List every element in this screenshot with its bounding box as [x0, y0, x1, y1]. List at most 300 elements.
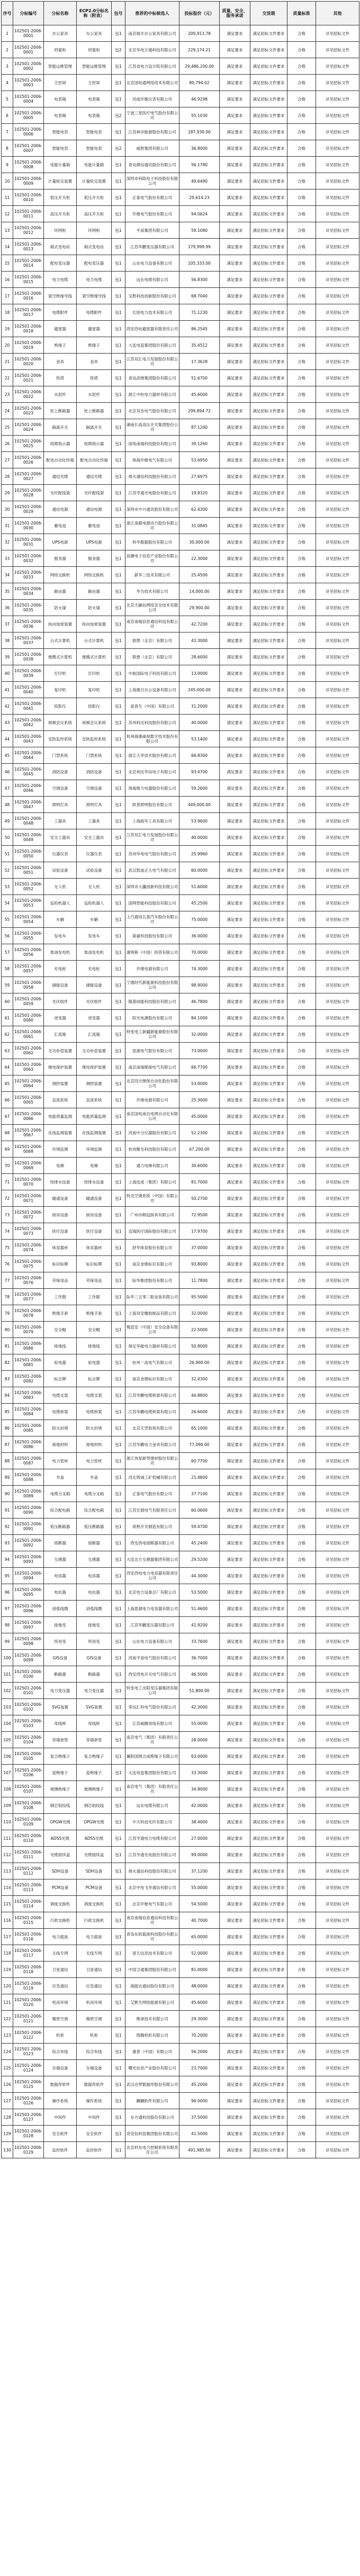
- table-cell: 纵向加密装置: [44, 616, 77, 632]
- table-cell: 满足招标文件要求: [250, 862, 287, 879]
- table-cell: 合格: [287, 370, 316, 386]
- table-cell: 打印机: [44, 665, 77, 682]
- table-cell: 通力电梯有限公司: [125, 1158, 179, 1174]
- table-cell: 医疗设备: [44, 1223, 77, 1240]
- table-cell: 电容器: [44, 1568, 77, 1584]
- table-row: [2, 895, 359, 911]
- table-cell: 合格: [287, 1289, 316, 1305]
- table-cell: 满足招标文件要求: [250, 1010, 287, 1026]
- table-cell: 档案柜: [77, 42, 112, 58]
- table-cell: 继电保护装置: [77, 1059, 112, 1075]
- table-cell: 包1: [112, 862, 125, 879]
- table-cell: 详见招标文件: [316, 1158, 359, 1174]
- table-cell: 详见招标文件: [316, 1617, 359, 1633]
- table-row: [2, 698, 359, 715]
- table-cell: 青岛鼎信通讯股份有限公司: [125, 157, 179, 173]
- table-cell: 18: [2, 304, 13, 321]
- table-cell: 102501-2006-0066: [13, 1108, 44, 1125]
- table-body: [2, 25, 359, 2158]
- table-cell: 102501-2006-0061: [13, 1026, 44, 1043]
- column-header: 包号: [112, 2, 125, 25]
- table-cell: 河南许继仪表有限公司: [125, 91, 179, 107]
- table-cell: 满足招标文件要求: [250, 337, 287, 354]
- table-cell: 合格: [287, 1732, 316, 1748]
- table-cell: 合格: [287, 436, 316, 452]
- table-cell: 满足要求: [220, 1207, 250, 1223]
- table-cell: 满足招标文件要求: [250, 173, 287, 189]
- table-cell: 满足招标文件要求: [250, 632, 287, 649]
- table-cell: 电缆附件: [77, 304, 112, 321]
- table-cell: 合格: [287, 1797, 316, 1814]
- table-cell: 83: [2, 1371, 13, 1387]
- table-cell: 包1: [112, 550, 125, 567]
- table-cell: 视频会议系统: [77, 715, 112, 731]
- table-cell: 办公家具: [77, 25, 112, 42]
- table-cell: 包1: [112, 2093, 125, 2109]
- table-cell: 满足招标文件要求: [250, 879, 287, 895]
- table-cell: 满足要求: [220, 2142, 250, 2158]
- table-cell: 配电变压器: [44, 255, 77, 272]
- table-row: [2, 1715, 359, 1732]
- table-cell: 73.0000: [179, 1043, 220, 1059]
- table-cell: 详见招标文件: [316, 25, 359, 42]
- table-row: [2, 1043, 359, 1059]
- table-cell: 继电保护装置: [44, 1059, 77, 1075]
- table-cell: 安全软件: [44, 2126, 77, 2142]
- table-cell: 满足招标文件要求: [250, 140, 287, 157]
- table-cell: 满足招标文件要求: [250, 797, 287, 813]
- table-cell: 详见招标文件: [316, 1896, 359, 1912]
- table-cell: 209,913.78: [179, 25, 220, 42]
- table-cell: 121: [2, 1994, 13, 2011]
- table-cell: 满足要求: [220, 157, 250, 173]
- table-cell: 满足招标文件要求: [250, 895, 287, 911]
- table-cell: 包1: [112, 1223, 125, 1240]
- table-cell: 合格: [287, 1879, 316, 1896]
- table-cell: 详见招标文件: [316, 419, 359, 436]
- table-cell: 标识标牌: [77, 1256, 112, 1272]
- table-cell: 调度交换机: [77, 1896, 112, 1912]
- table-cell: 发电车: [44, 928, 77, 944]
- table-cell: 详见招标文件: [316, 1092, 359, 1108]
- table-cell: OPGW光缆: [44, 1814, 77, 1830]
- table-row: [2, 715, 359, 731]
- table-cell: 42.7200: [179, 616, 220, 632]
- table-cell: 环境监测: [77, 1141, 112, 1158]
- table-cell: 满足招标文件要求: [250, 1994, 287, 2011]
- table-cell: 隔离开关: [44, 419, 77, 436]
- table-cell: 99: [2, 1633, 13, 1650]
- table-cell: 断路器: [44, 1666, 77, 1683]
- table-cell: 合格: [287, 304, 316, 321]
- table-cell: 详见招标文件: [316, 1912, 359, 1929]
- table-cell: 包1: [112, 1978, 125, 1994]
- table-cell: 102501-2006-0036: [13, 616, 44, 632]
- table-cell: 应急通信: [44, 1978, 77, 1994]
- table-cell: 满足要求: [220, 1732, 250, 1748]
- table-cell: 详见招标文件: [316, 764, 359, 780]
- table-cell: 100: [2, 1650, 13, 1666]
- table-cell: 详见招标文件: [316, 124, 359, 140]
- table-cell: 行政交换机: [77, 1912, 112, 1929]
- table-cell: 满足要求: [220, 501, 250, 518]
- table-row: [2, 616, 359, 632]
- table-cell: 106: [2, 1748, 13, 1765]
- table-cell: 60.7700: [179, 1453, 220, 1469]
- table-cell: 合格: [287, 797, 316, 813]
- table-row: [2, 386, 359, 403]
- table-cell: 熔断器: [77, 1535, 112, 1551]
- table-row: [2, 1436, 359, 1453]
- table-cell: 49: [2, 813, 13, 829]
- table-cell: 详见招标文件: [316, 1026, 359, 1043]
- table-cell: 满足要求: [220, 1830, 250, 1847]
- table-cell: 满足要求: [220, 1617, 250, 1633]
- table-row: [2, 1633, 359, 1650]
- table-row: [2, 1994, 359, 2011]
- table-cell: 包1: [112, 1207, 125, 1223]
- table-cell: 平高集团有限公司: [125, 222, 179, 239]
- table-cell: 35: [2, 583, 13, 600]
- table-cell: 满足招标文件要求: [250, 583, 287, 600]
- table-cell: 详见招标文件: [316, 1387, 359, 1404]
- table-row: [2, 1781, 359, 1797]
- table-cell: 包1: [112, 1075, 125, 1092]
- table-cell: 台式计算机: [44, 632, 77, 649]
- table-cell: 消防设备: [77, 764, 112, 780]
- table-cell: 详见招标文件: [316, 1338, 359, 1354]
- table-cell: 满足要求: [220, 1683, 250, 1699]
- table-row: [2, 1158, 359, 1174]
- table-cell: 102501-2006-0030: [13, 518, 44, 534]
- table-cell: 标识标牌: [44, 1256, 77, 1272]
- table-row: [2, 2126, 359, 2142]
- table-row: [2, 1125, 359, 1141]
- table-cell: 102501-2006-0032: [13, 550, 44, 567]
- table-cell: 102501-2006-0078: [13, 1305, 44, 1322]
- table-cell: 满足招标文件要求: [250, 764, 287, 780]
- table-cell: 包1: [112, 1305, 125, 1322]
- table-cell: 在线监测装置: [77, 1125, 112, 1141]
- table-cell: 电缆支架: [44, 1387, 77, 1404]
- table-cell: 60: [2, 993, 13, 1010]
- table-cell: 宝胜科技创新股份有限公司: [125, 288, 179, 304]
- table-cell: 合格: [287, 107, 316, 124]
- table-cell: 56.8300: [179, 272, 220, 288]
- table-cell: 烽火通信科技股份有限公司: [125, 1863, 179, 1879]
- table-cell: 包1: [112, 1929, 125, 1945]
- table-cell: 中天科技光纤有限公司: [125, 1814, 179, 1830]
- table-cell: 山东电力设备有限公司: [125, 255, 179, 272]
- table-cell: 102501-2006-0034: [13, 583, 44, 600]
- table-cell: 上海震旦办公设备有限公司: [125, 682, 179, 698]
- table-cell: 满足要求: [220, 961, 250, 977]
- table-cell: 详见招标文件: [316, 1797, 359, 1814]
- table-row: [2, 239, 359, 255]
- table-cell: 46.5000: [179, 1666, 220, 1683]
- table-cell: 满足招标文件要求: [250, 436, 287, 452]
- table-cell: 合格: [287, 1502, 316, 1519]
- table-cell: 满足招标文件要求: [250, 1338, 287, 1354]
- table-cell: 80,794.02: [179, 75, 220, 91]
- table-cell: 配电变压器: [77, 255, 112, 272]
- table-cell: 37.0000: [179, 1240, 220, 1256]
- table-cell: 详见招标文件: [316, 1732, 359, 1748]
- table-cell: 测控装置: [77, 1075, 112, 1092]
- table-cell: 38: [2, 632, 13, 649]
- table-cell: 满足招标文件要求: [250, 731, 287, 747]
- table-row: [2, 2093, 359, 2109]
- table-cell: 102501-2006-0059: [13, 993, 44, 1010]
- table-row: [2, 173, 359, 189]
- table-cell: 详见招标文件: [316, 42, 359, 58]
- table-cell: 上海思源电力电容器有限公司: [125, 1601, 179, 1617]
- table-cell: 详见招标文件: [316, 1994, 359, 2011]
- table-cell: 55: [2, 911, 13, 928]
- table-cell: 45: [2, 747, 13, 764]
- table-cell: 满足要求: [220, 140, 250, 157]
- table-cell: 合格: [287, 337, 316, 354]
- table-cell: 满足要求: [220, 1896, 250, 1912]
- table-cell: 绝缘手套: [77, 1305, 112, 1322]
- table-cell: 102501-2006-0113: [13, 1879, 44, 1896]
- table-cell: 26,900.00: [179, 1354, 220, 1371]
- table-cell: 满足要求: [220, 616, 250, 632]
- table-cell: 详见招标文件: [316, 829, 359, 846]
- table-cell: 54: [2, 895, 13, 911]
- table-cell: 229,174.21: [179, 42, 220, 58]
- table-cell: 西安西电避雷器有限责任公司: [125, 321, 179, 337]
- table-cell: 合格: [287, 1108, 316, 1125]
- table-cell: 包1: [112, 698, 125, 715]
- table-cell: 蓄电池: [44, 518, 77, 534]
- table-cell: 巡检机器人: [44, 895, 77, 911]
- table-cell: 包1: [112, 1814, 125, 1830]
- table-cell: 瓷绝缘子: [77, 1765, 112, 1781]
- table-cell: 3: [2, 58, 13, 75]
- table-cell: 浪潮电子信息产业股份有限公司: [125, 550, 179, 567]
- table-cell: 充电桩: [77, 961, 112, 977]
- table-row: [2, 2044, 359, 2060]
- table-row: [2, 1059, 359, 1075]
- table-cell: 合格: [287, 1617, 316, 1633]
- table-cell: 无功补偿装置: [77, 1043, 112, 1059]
- table-cell: 合格: [287, 1404, 316, 1420]
- table-cell: 满足招标文件要求: [250, 1765, 287, 1781]
- table-cell: 102501-2006-0055: [13, 928, 44, 944]
- table-cell: 满足招标文件要求: [250, 2126, 287, 2142]
- table-cell: 35.4512: [179, 337, 220, 354]
- table-cell: 计量检定装置: [44, 173, 77, 189]
- table-cell: 102501-2006-0108: [13, 1797, 44, 1814]
- table-cell: 合格: [287, 1830, 316, 1847]
- table-cell: 满足招标文件要求: [250, 2060, 287, 2076]
- table-cell: 53.5000: [179, 1584, 220, 1601]
- table-cell: 安全帽: [77, 1322, 112, 1338]
- table-cell: 合格: [287, 1207, 316, 1223]
- table-cell: 98: [2, 1617, 13, 1633]
- table-cell: 45.2400: [179, 1535, 220, 1551]
- table-row: [2, 2076, 359, 2093]
- table-cell: 满足招标文件要求: [250, 1519, 287, 1535]
- table-cell: 浙江南都电源动力股份有限公司: [125, 518, 179, 534]
- table-cell: 杭州聚光科技股份有限公司: [125, 1141, 179, 1158]
- table-cell: 包1: [112, 255, 125, 272]
- table-cell: 满足招标文件要求: [250, 1732, 287, 1748]
- table-cell: 12: [2, 206, 13, 222]
- table-cell: 详见招标文件: [316, 1814, 359, 1830]
- table-cell: 10: [2, 173, 13, 189]
- table-cell: 满足招标文件要求: [250, 189, 287, 206]
- table-cell: 36.8000: [179, 140, 220, 157]
- table-cell: 111: [2, 1830, 13, 1847]
- table-row: [2, 649, 359, 665]
- table-cell: 大连电瓷集团股份有限公司: [125, 337, 179, 354]
- table-cell: 投影仪: [44, 698, 77, 715]
- table-cell: 包1: [112, 764, 125, 780]
- table-row: [2, 1174, 359, 1190]
- table-cell: 合格: [287, 1026, 316, 1043]
- table-cell: 54.5000: [179, 1896, 220, 1912]
- table-cell: 详见招标文件: [316, 1272, 359, 1289]
- table-cell: 包1: [112, 911, 125, 928]
- table-cell: 低压断路器: [44, 1519, 77, 1535]
- table-cell: 包1: [112, 1715, 125, 1732]
- table-cell: 满足招标文件要求: [250, 1125, 287, 1141]
- table-cell: 64: [2, 1059, 13, 1075]
- table-cell: 详见招标文件: [316, 2060, 359, 2076]
- table-cell: 电抗器: [77, 1584, 112, 1601]
- table-cell: 江苏华鹏变压器有限公司: [125, 239, 179, 255]
- table-cell: 调度交换机: [44, 1896, 77, 1912]
- table-cell: 详见招标文件: [316, 1240, 359, 1256]
- table-cell: 102501-2006-0012: [13, 222, 44, 239]
- table-cell: 满足要求: [220, 337, 250, 354]
- table-cell: 合格: [287, 567, 316, 583]
- table-cell: 合格: [287, 1912, 316, 1929]
- table-row: [2, 911, 359, 928]
- table-cell: 劳保用品: [77, 1272, 112, 1289]
- table-row: [2, 124, 359, 140]
- table-cell: 穿墙套管: [44, 1732, 77, 1748]
- table-cell: 满足招标文件要求: [250, 1715, 287, 1732]
- table-cell: 51: [2, 846, 13, 862]
- table-cell: 满足招标文件要求: [250, 501, 287, 518]
- table-cell: 北京天融信网络安全技术有限公司: [125, 600, 179, 616]
- table-cell: 包1: [112, 1617, 125, 1633]
- table-cell: 包1: [112, 2076, 125, 2093]
- table-cell: 满足招标文件要求: [250, 1469, 287, 1486]
- table-cell: 合格: [287, 1453, 316, 1469]
- table-cell: 合格: [287, 2126, 316, 2142]
- table-row: [2, 58, 359, 75]
- table-cell: 满足招标文件要求: [250, 1141, 287, 1158]
- table-cell: 体育器材: [44, 1240, 77, 1256]
- table-cell: 满足要求: [220, 1108, 250, 1125]
- table-cell: 满足招标文件要求: [250, 42, 287, 58]
- table-cell: 电缆桥架: [77, 1404, 112, 1420]
- table-cell: 包1: [112, 1141, 125, 1158]
- table-row: [2, 1978, 359, 1994]
- table-cell: 验电器: [44, 1354, 77, 1371]
- table-cell: 满足要求: [220, 1781, 250, 1797]
- table-cell: 44.3000: [179, 1568, 220, 1584]
- table-row: [2, 1092, 359, 1108]
- table-row: [2, 91, 359, 107]
- table-cell: 28.0000: [179, 1732, 220, 1748]
- table-row: [2, 1240, 359, 1256]
- table-cell: 网络交换机: [44, 567, 77, 583]
- table-cell: 合格: [287, 518, 316, 534]
- table-cell: 16: [2, 272, 13, 288]
- table-cell: 合格: [287, 239, 316, 255]
- table-cell: 满足要求: [220, 1272, 250, 1289]
- table-cell: 102501-2006-0017: [13, 304, 44, 321]
- table-cell: 满足要求: [220, 206, 250, 222]
- table-cell: 包1: [112, 2011, 125, 2027]
- table-cell: 满足招标文件要求: [250, 1092, 287, 1108]
- table-cell: 102501-2006-0088: [13, 1469, 44, 1486]
- table-cell: 详见招标文件: [316, 1715, 359, 1732]
- table-cell: 满足招标文件要求: [250, 1486, 287, 1502]
- table-cell: 逆变器: [77, 1010, 112, 1026]
- table-cell: 详见招标文件: [316, 534, 359, 550]
- table-cell: 107: [2, 1765, 13, 1781]
- table-cell: 详见招标文件: [316, 731, 359, 747]
- table-cell: 江苏亨通电力电缆有限公司: [125, 1830, 179, 1847]
- table-cell: 合格: [287, 206, 316, 222]
- table-cell: 102501-2006-0026: [13, 452, 44, 468]
- table-cell: 19.8320: [179, 485, 220, 501]
- table-cell: 详见招标文件: [316, 911, 359, 928]
- table-cell: 详见招标文件: [316, 928, 359, 944]
- table-cell: 91: [2, 1502, 13, 1519]
- table-cell: 电能计量箱: [44, 157, 77, 173]
- table-cell: 包1: [112, 206, 125, 222]
- table-cell: 2: [2, 42, 13, 58]
- table-cell: 102501-2006-0081: [13, 1354, 44, 1371]
- table-cell: 满足要求: [220, 58, 250, 75]
- table-cell: 36.0000: [179, 928, 220, 944]
- table-cell: 82: [2, 1354, 13, 1371]
- table-cell: 特变电工新疆新能源股份有限公司: [125, 1026, 179, 1043]
- table-cell: 满足要求: [220, 2076, 250, 2093]
- table-cell: 光缆接续盒: [44, 1847, 77, 1863]
- table-cell: 68.7040: [179, 288, 220, 304]
- table-cell: 满足招标文件要求: [250, 107, 287, 124]
- table-cell: 89: [2, 1469, 13, 1486]
- table-cell: 32.0000: [179, 1026, 220, 1043]
- table-cell: 仪器仪表: [44, 846, 77, 862]
- table-cell: 合格: [287, 1420, 316, 1436]
- table-cell: 满足要求: [220, 189, 250, 206]
- table-cell: 绝缘手套: [44, 1305, 77, 1322]
- table-cell: 详见招标文件: [316, 1502, 359, 1519]
- table-cell: 102501-2006-0053: [13, 895, 44, 911]
- column-header: 质量标准: [287, 2, 316, 25]
- table-cell: 综合布线: [44, 2044, 77, 2060]
- table-cell: 满足招标文件要求: [250, 1929, 287, 1945]
- table-cell: 满足要求: [220, 1289, 250, 1305]
- table-cell: 铁塔: [77, 370, 112, 386]
- table-cell: 31.0845: [179, 518, 220, 534]
- table-cell: 37.7100: [179, 1486, 220, 1502]
- table-cell: 母线桥: [77, 1715, 112, 1732]
- table-cell: 直流系统: [44, 1092, 77, 1108]
- table-row: [2, 2011, 359, 2027]
- table-cell: 浙江中杭电力器材有限公司: [125, 386, 179, 403]
- table-cell: 65.0000: [179, 1929, 220, 1945]
